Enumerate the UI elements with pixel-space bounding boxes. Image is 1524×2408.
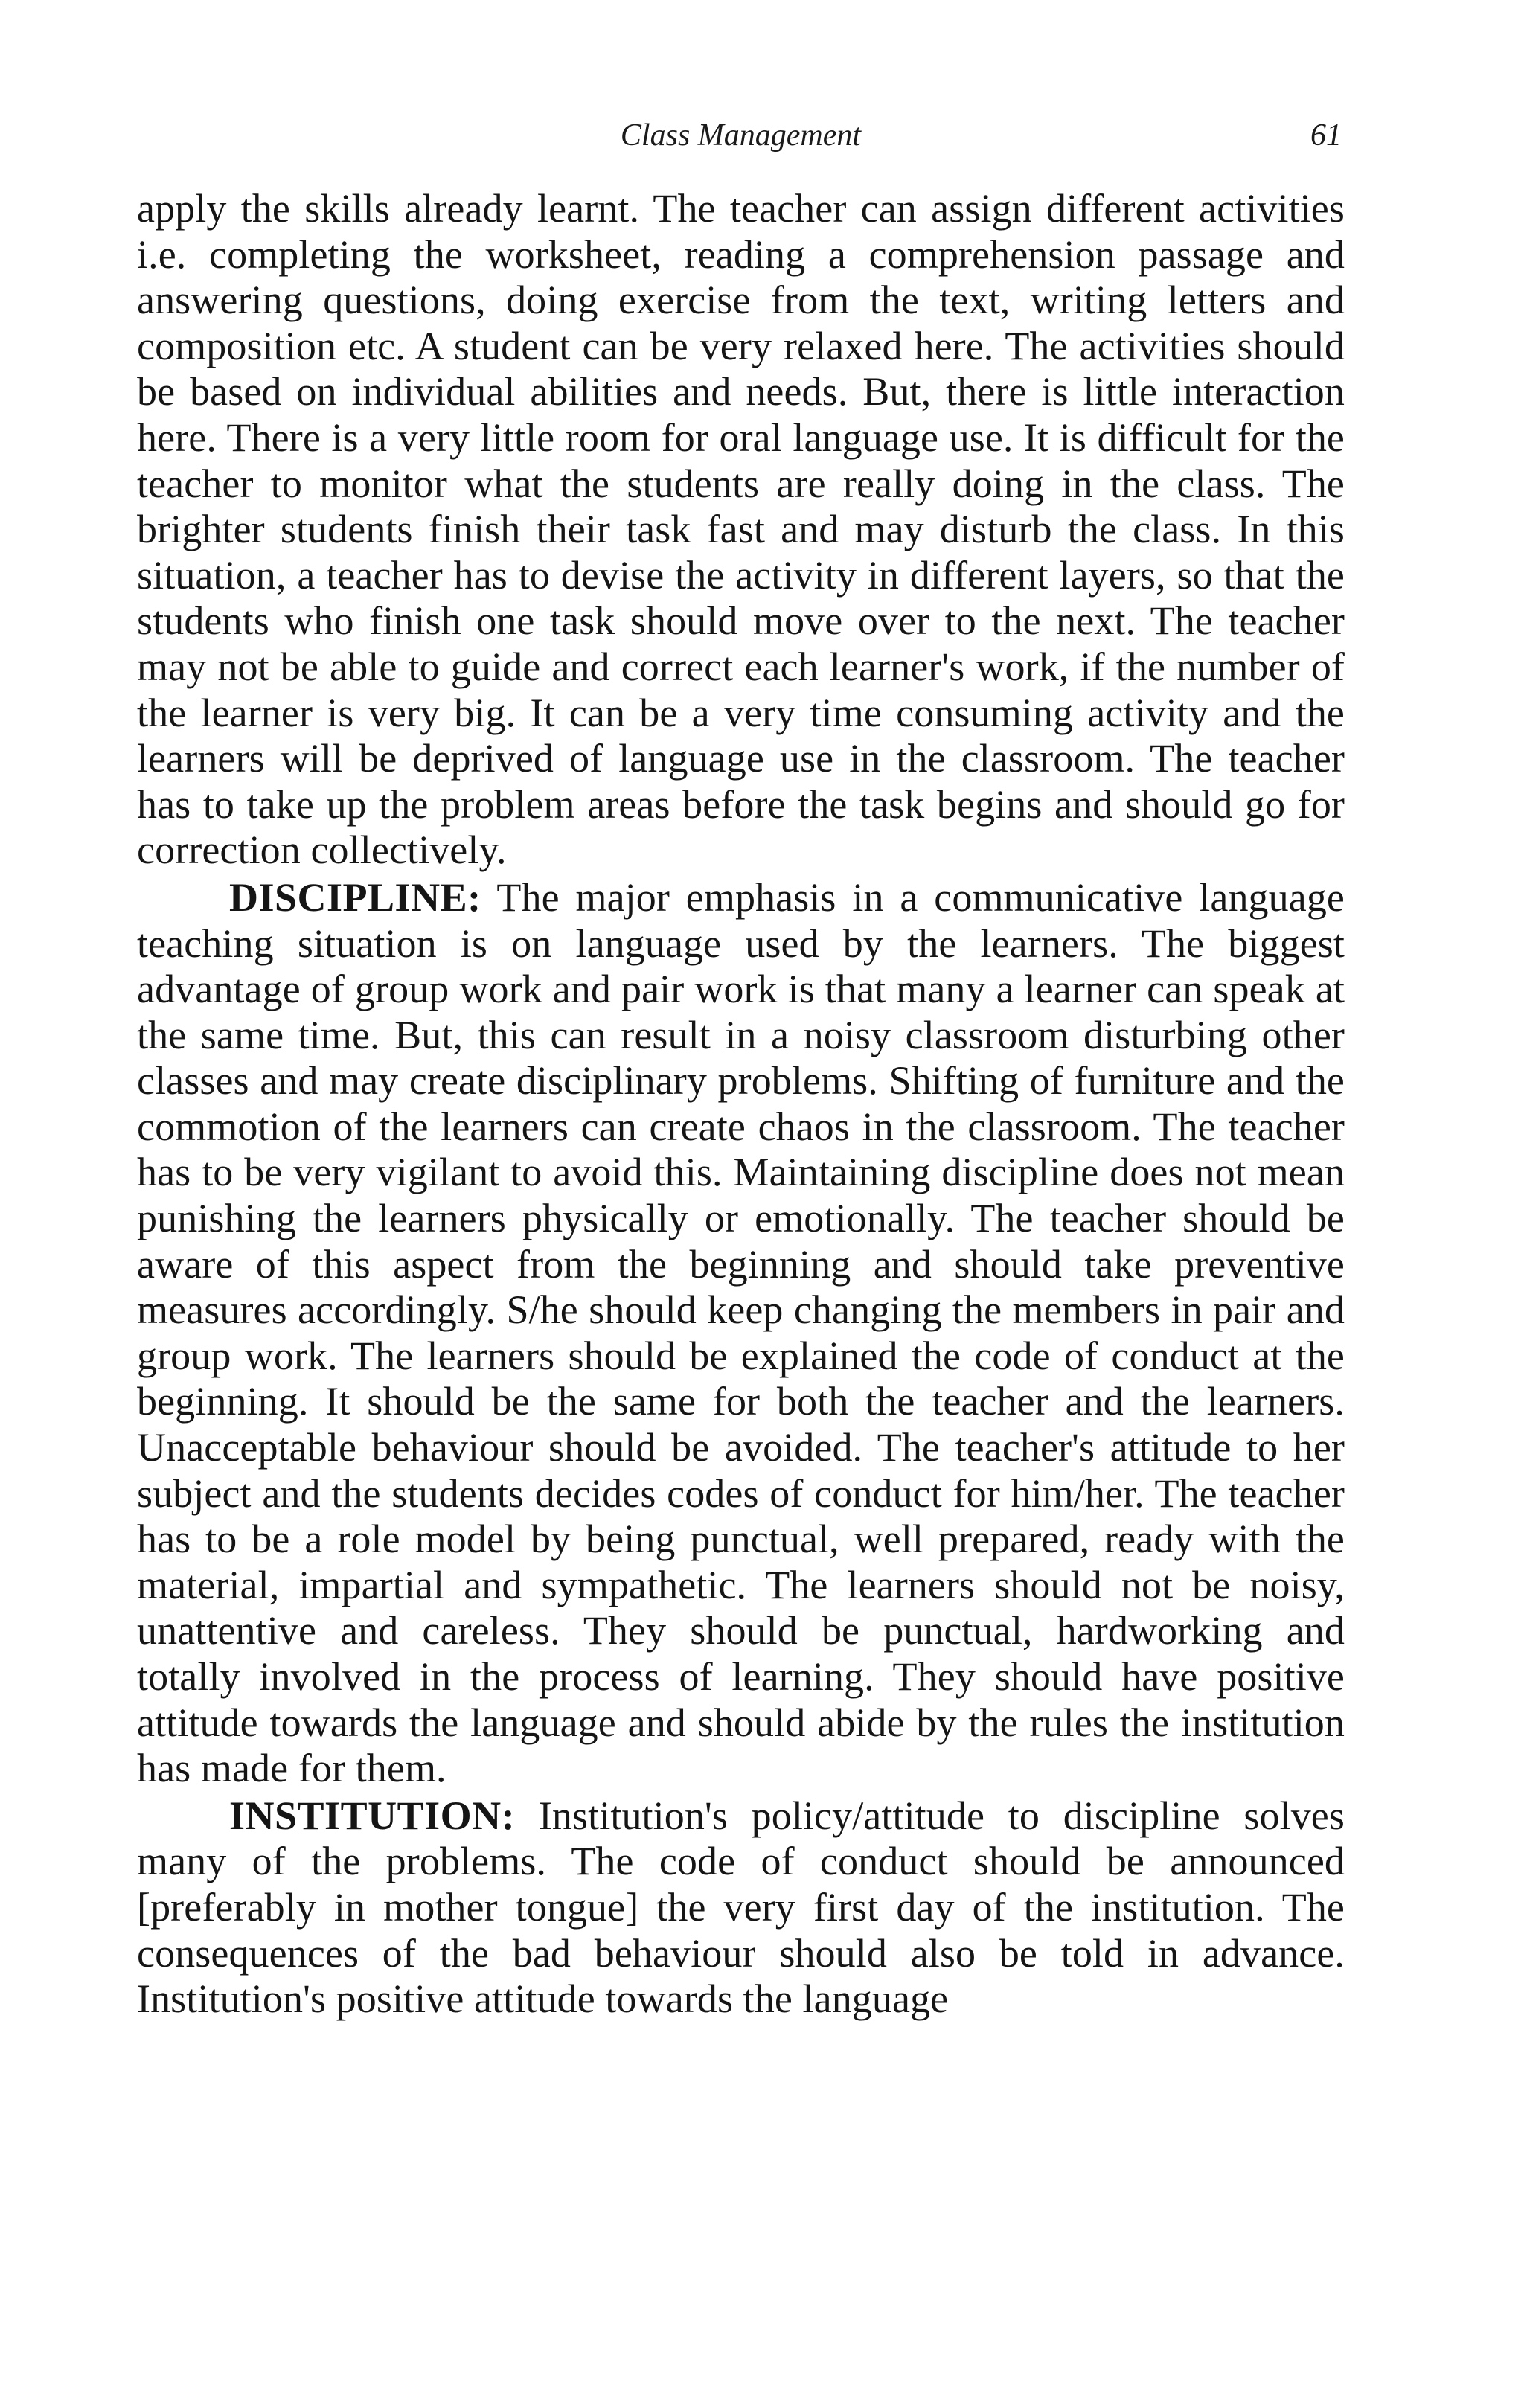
running-head-title: Class Management: [620, 118, 862, 153]
paragraph-continuation: [137, 186, 1345, 874]
page-number: 61: [1310, 118, 1342, 153]
paragraph-text: Institution's policy/attitude to discipline solves many of the problems. The code of conduct should be announced [preferably in mother tongue] the very first day of the institution. The consequences of the bad behaviour should also be told in advance. Institution's positive attitude towards the language: [137, 1793, 1345, 2022]
paragraph-text: The major emphasis in a communicative language teaching situation is on language used by the learners. The biggest advantage of group work and pair work is that many a learner can speak at the same time. But, this can result in a noisy classroom disturbing other classes and may create disciplinary problems. Shifting of furniture and the commotion of the learners can create chaos in the classroom. The teacher has to be very vigilant to avoid this. Maintaining discipline does not mean punishing the learners physically or emotionally. The teacher should be aware of this aspect from the beginning and should take preventive measures accordingly. S/he should keep changing the members in pair and group work. The learners should be explained the code of conduct at the beginning. It should be the same for both the teacher and the learners. Unacceptable behaviour should be avoided. The teacher's attitude to her subject and the students decides codes of conduct for him/her. The teacher has to be a role model by being punctual, well prepared, ready with the material, impartial and sympathetic. The learners should not be noisy, unattentive and careless. They should be punctual, hardworking and totally involved in the process of learning. They should have positive attitude towards the language and should abide by the rules the institution has made for them.: [137, 874, 1345, 1791]
paragraph-discipline: [137, 875, 1345, 1792]
paragraph-text: apply the skills already learnt. The teacher can assign different activities i.e. completing the worksheet, reading a comprehension passage and answering questions, doing exercise from the text, writing letters and composition etc. A student can be very relaxed here. The activities should be based on individual abilities and needs. But, there is little interaction here. There is a very little room for oral language use. It is difficult for the teacher to monitor what the students are really doing in the class. The brighter students finish their task fast and may disturb the class. In this situation, a teacher has to devise the activity in different layers, so that the students who finish one task should move over to the next. The teacher may not be able to guide and correct each learner's work, if the number of the learner is very big. It can be a very time consuming activity and the learners will be deprived of language use in the classroom. The teacher has to take up the problem areas before the task begins and should go for correction collectively.: [137, 186, 1345, 873]
section-heading-discipline: DISCIPLINE:: [229, 874, 481, 920]
body-text: [137, 186, 1345, 2023]
paragraph-institution: [137, 1793, 1345, 2023]
running-head: [137, 113, 1345, 158]
section-heading-institution: INSTITUTION:: [229, 1793, 516, 1838]
